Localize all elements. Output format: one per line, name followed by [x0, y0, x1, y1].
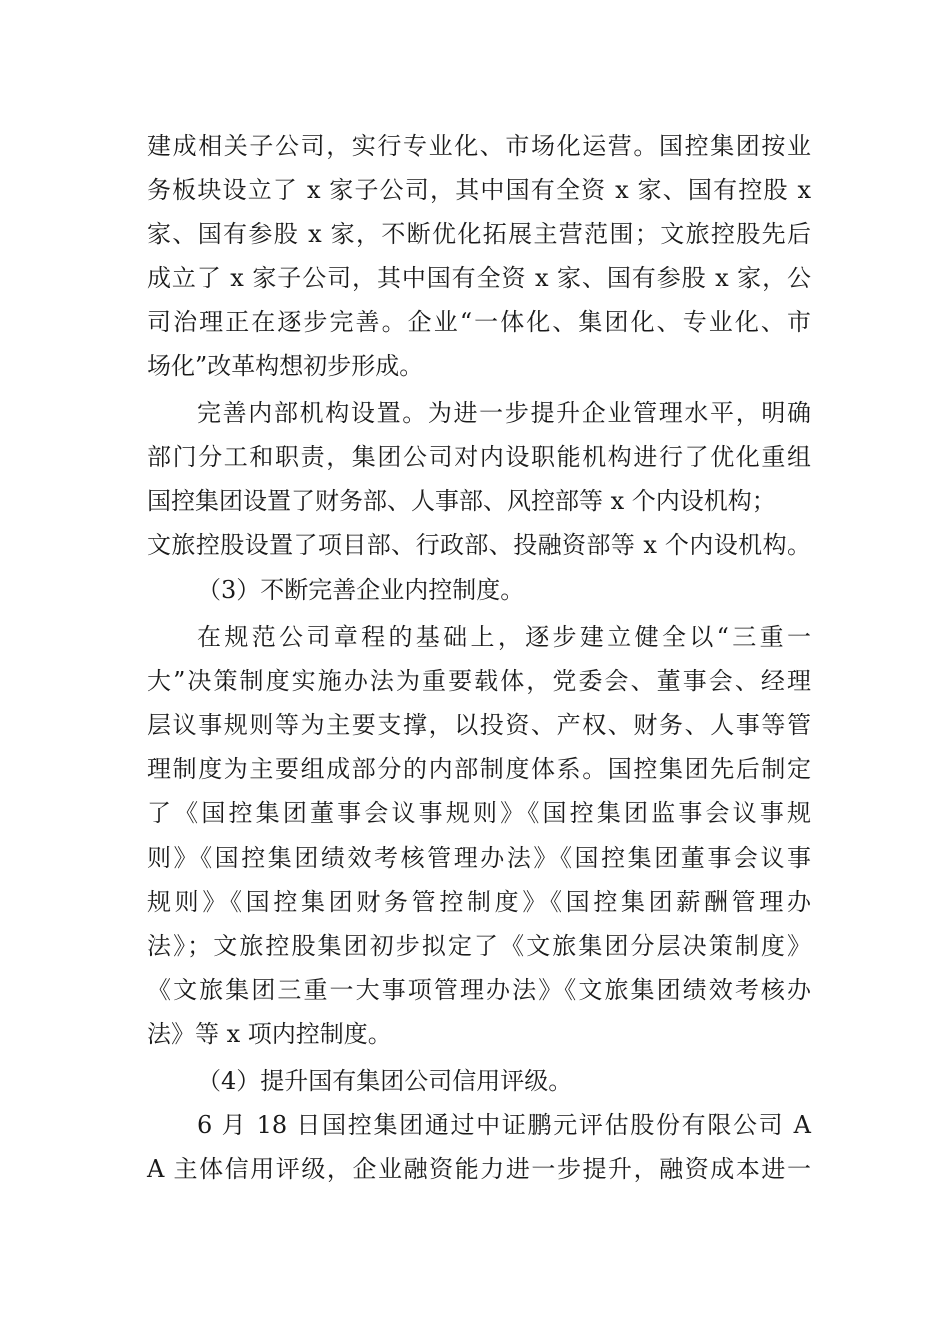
- text-line-18: 规则》《国控集团财务管控制度》《国控集团薪酬管理办: [147, 888, 811, 916]
- text-line-1: 建成相关子公司，实行专业化、市场化运营。国控集团按业: [147, 132, 811, 160]
- text-line-17: 则》《国控集团绩效考核管理办法》《国控集团董事会议事: [147, 844, 811, 872]
- text-line-10: 文旅控股设置了项目部、行政部、投融资部等 x 个内设机构。: [147, 531, 811, 559]
- text-line-9: 国控集团设置了财务部、人事部、风控部等 x 个内设机构；: [147, 487, 776, 515]
- section-heading-4: （4）提升国有集团公司信用评级。: [197, 1067, 573, 1095]
- text-line-15: 理制度为主要组成部分的内部制度体系。国控集团先后制定: [147, 755, 811, 783]
- text-line-6: 场化”改革构想初步形成。: [147, 352, 424, 380]
- text-line-5: 司治理正在逐步完善。企业“一体化、集团化、专业化、市: [147, 308, 811, 336]
- text-line-21: 法》等 x 项内控制度。: [147, 1020, 392, 1048]
- text-line-8: 部门分工和职责，集团公司对内设职能机构进行了优化重组: [147, 443, 811, 471]
- text-line-16: 了《国控集团董事会议事规则》《国控集团监事会议事规: [147, 799, 811, 827]
- section-heading-3: （3）不断完善企业内控制度。: [197, 576, 525, 604]
- paragraph-credit-rating-start: 6 月 18 日国控集团通过中证鹏元评估股份有限公司 A: [197, 1111, 811, 1139]
- text-line-20: 《文旅集团三重一大事项管理办法》《文旅集团绩效考核办: [147, 976, 811, 1004]
- text-line-19: 法》；文旅控股集团初步拟定了《文旅集团分层决策制度》: [147, 932, 811, 960]
- text-line-4: 成立了 x 家子公司，其中国有全资 x 家、国有参股 x 家，公: [147, 264, 811, 292]
- text-line-14: 层议事规则等为主要支撑，以投资、产权、财务、人事等管: [147, 711, 811, 739]
- paragraph-internal-control-start: 在规范公司章程的基础上，逐步建立健全以“三重一: [197, 623, 811, 651]
- text-line-3: 家、国有参股 x 家，不断优化拓展主营范围；文旅控股先后: [147, 220, 811, 248]
- paragraph-org-structure-start: 完善内部机构设置。为进一步提升企业管理水平，明确: [197, 399, 811, 427]
- text-line-13: 大”决策制度实施办法为重要载体，党委会、董事会、经理: [147, 667, 811, 695]
- text-line-24: A 主体信用评级，企业融资能力进一步提升，融资成本进一: [147, 1155, 811, 1183]
- text-line-2: 务板块设立了 x 家子公司，其中国有全资 x 家、国有控股 x: [147, 176, 811, 204]
